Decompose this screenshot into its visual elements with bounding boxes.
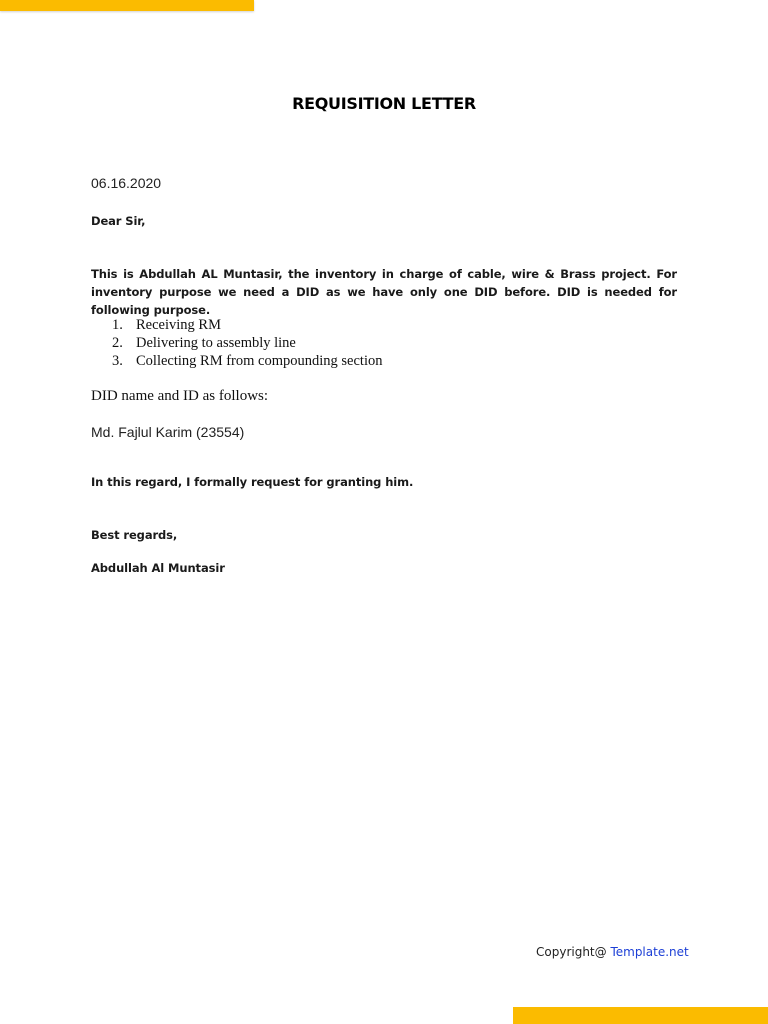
letter-date: 06.16.2020	[91, 175, 162, 191]
request-sentence: In this regard, I formally request for granting him.	[91, 475, 414, 489]
list-item-text: Receiving RM	[136, 317, 221, 333]
body-paragraph: This is Abdullah AL Muntasir, the inventory in charge of cable, wire & Brass project. For inventory purpose we need a DID as we have only one DID before. DID is needed for following purpose.	[91, 267, 677, 317]
salutation: Dear Sir,	[91, 214, 146, 228]
top-accent-bar	[0, 0, 254, 11]
bottom-accent-bar	[513, 1007, 768, 1024]
closing: Best regards,	[91, 528, 178, 542]
list-item-number: 1.	[112, 317, 123, 333]
list-item	[91, 334, 382, 352]
list-item	[91, 352, 382, 370]
list-item-number: 3.	[112, 353, 123, 369]
copyright-notice	[536, 945, 689, 959]
list-item-text: Collecting RM from compounding section	[136, 353, 383, 369]
did-person: Md. Fajlul Karim (23554)	[91, 424, 245, 440]
list-item	[91, 316, 382, 334]
list-item-number: 2.	[112, 335, 123, 351]
did-heading: DID name and ID as follows:	[91, 388, 269, 404]
copyright-prefix: Copyright@	[536, 945, 611, 959]
list-item-text: Delivering to assembly line	[136, 335, 296, 351]
letter-title: REQUISITION LETTER	[292, 94, 476, 113]
purpose-list	[91, 316, 382, 370]
signer-name: Abdullah Al Muntasir	[91, 561, 225, 575]
brand-link[interactable]: Template.net	[610, 945, 689, 959]
